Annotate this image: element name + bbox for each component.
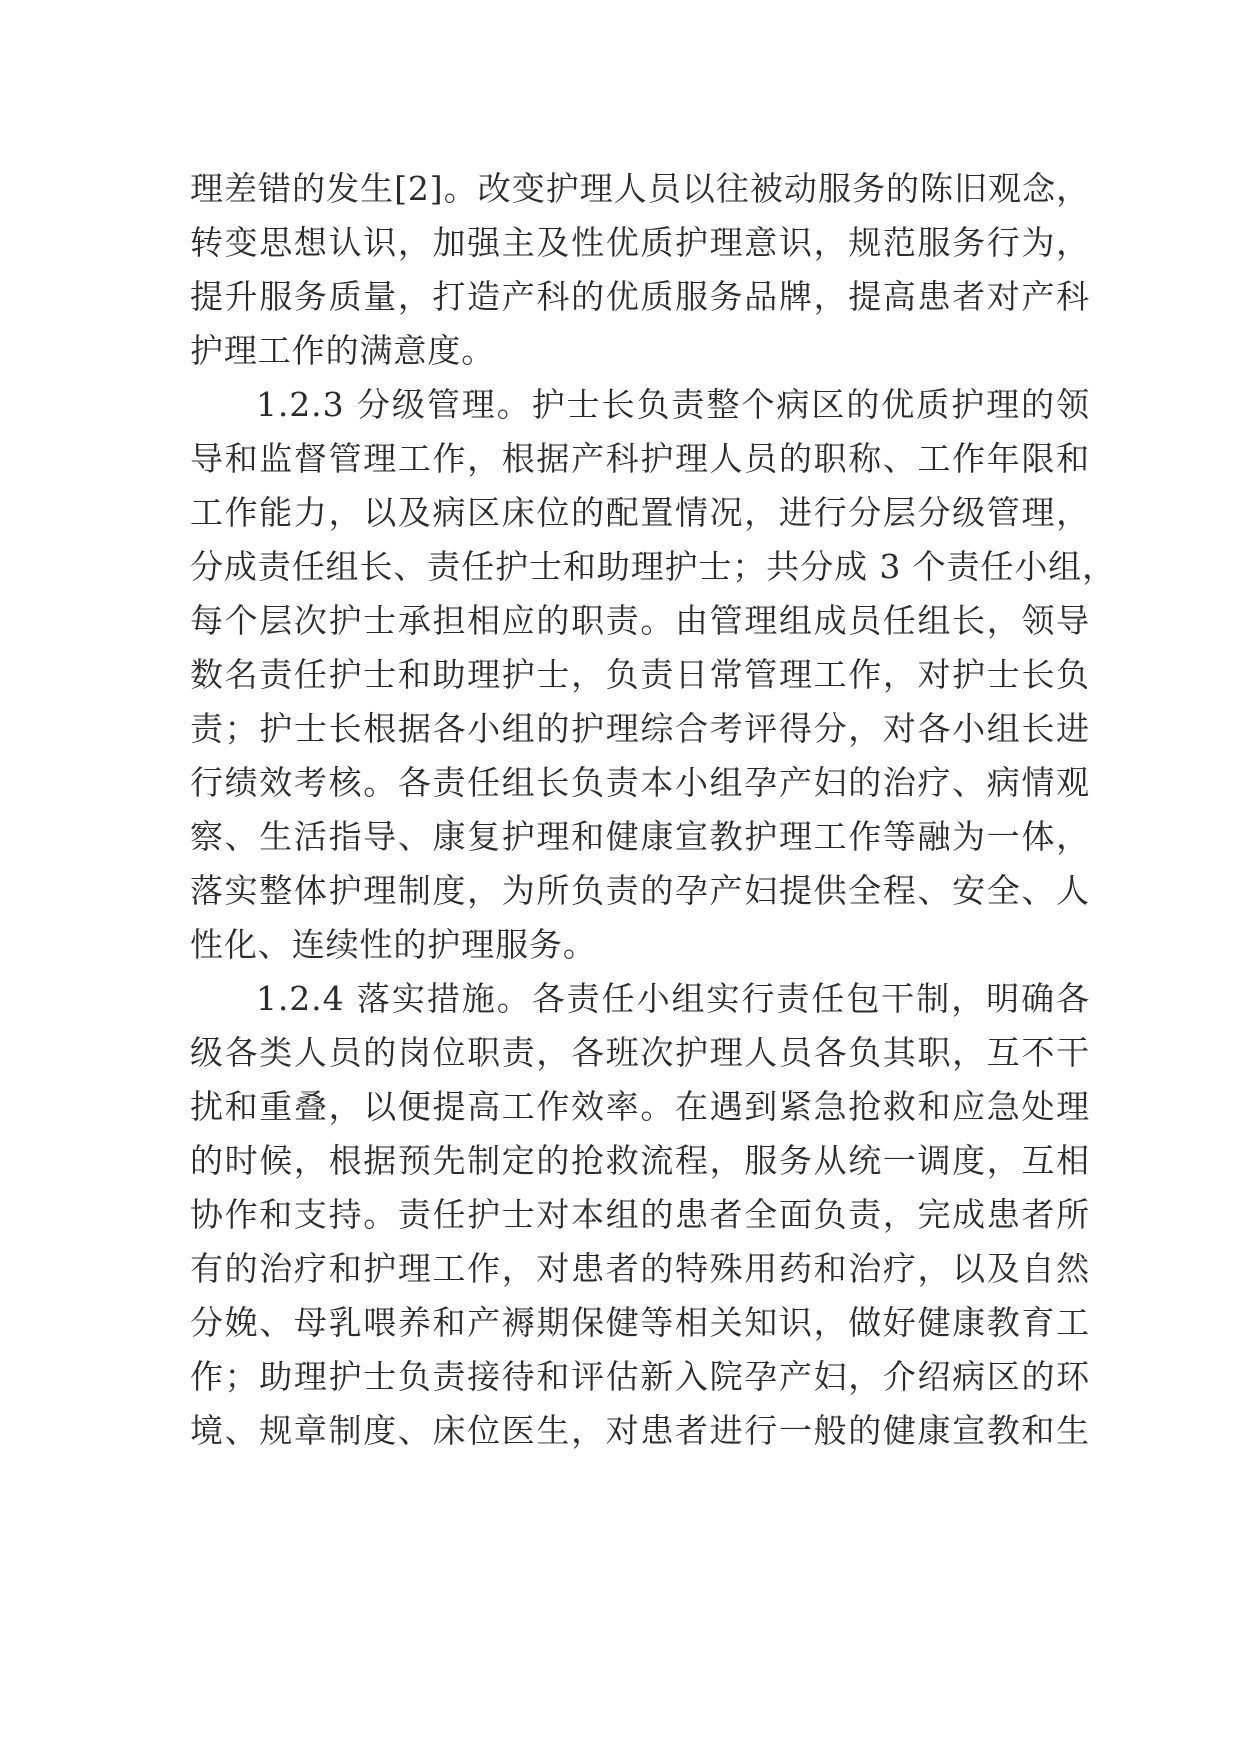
text-line-8: 分成责任组长、责任护士和助理护士；共分成 3 个责任小组， bbox=[190, 547, 1117, 586]
text-line-3: 提升服务质量，打造产科的优质服务品牌，提高患者对产科 bbox=[190, 277, 1090, 316]
text-line-9: 每个层次护士承担相应的职责。由管理组成员任组长，领导 bbox=[190, 601, 1090, 640]
text-line-4: 护理工作的满意度。 bbox=[190, 331, 496, 370]
text-line-13: 察、生活指导、康复护理和健康宣教护理工作等融为一体， bbox=[190, 817, 1090, 856]
section-heading-1-2-4: 1.2.4 落实措施。各责任小组实行责任包干制，明确各 bbox=[256, 979, 1090, 1018]
text-line-11: 责；护士长根据各小组的护理综合考评得分，对各小组长进 bbox=[190, 709, 1090, 748]
text-line-20: 协作和支持。责任护士对本组的患者全面负责，完成患者所 bbox=[190, 1195, 1090, 1234]
text-line-24: 境、规章制度、床位医生，对患者进行一般的健康宣教和生 bbox=[190, 1411, 1090, 1450]
text-line-10: 数名责任护士和助理护士，负责日常管理工作，对护士长负 bbox=[190, 655, 1090, 694]
body-text bbox=[190, 162, 1117, 1458]
section-heading-1-2-3: 1.2.3 分级管理。护士长负责整个病区的优质护理的领 bbox=[256, 385, 1090, 424]
text-line-17: 级各类人员的岗位职责，各班次护理人员各负其职，互不干 bbox=[190, 1033, 1090, 1072]
text-line-21: 有的治疗和护理工作，对患者的特殊用药和治疗，以及自然 bbox=[190, 1249, 1090, 1288]
text-line-12: 行绩效考核。各责任组长负责本小组孕产妇的治疗、病情观 bbox=[190, 763, 1090, 802]
text-line-2: 转变思想认识，加强主及性优质护理意识，规范服务行为， bbox=[190, 223, 1090, 262]
text-line-23: 作；助理护士负责接待和评估新入院孕产妇，介绍病区的环 bbox=[190, 1357, 1090, 1396]
text-line-19: 的时候，根据预先制定的抢救流程，服务从统一调度，互相 bbox=[190, 1141, 1090, 1180]
text-line-15: 性化、连续性的护理服务。 bbox=[190, 925, 597, 964]
text-line-7: 工作能力，以及病区床位的配置情况，进行分层分级管理， bbox=[190, 493, 1090, 532]
text-line-6: 导和监督管理工作，根据产科护理人员的职称、工作年限和 bbox=[190, 439, 1090, 478]
text-line-22: 分娩、母乳喂养和产褥期保健等相关知识，做好健康教育工 bbox=[190, 1303, 1090, 1342]
text-line-1: 理差错的发生[2]。改变护理人员以往被动服务的陈旧观念， bbox=[190, 169, 1090, 208]
text-line-14: 落实整体护理制度，为所负责的孕产妇提供全程、安全、人 bbox=[190, 871, 1090, 910]
text-line-18: 扰和重叠，以便提高工作效率。在遇到紧急抢救和应急处理 bbox=[190, 1087, 1090, 1126]
